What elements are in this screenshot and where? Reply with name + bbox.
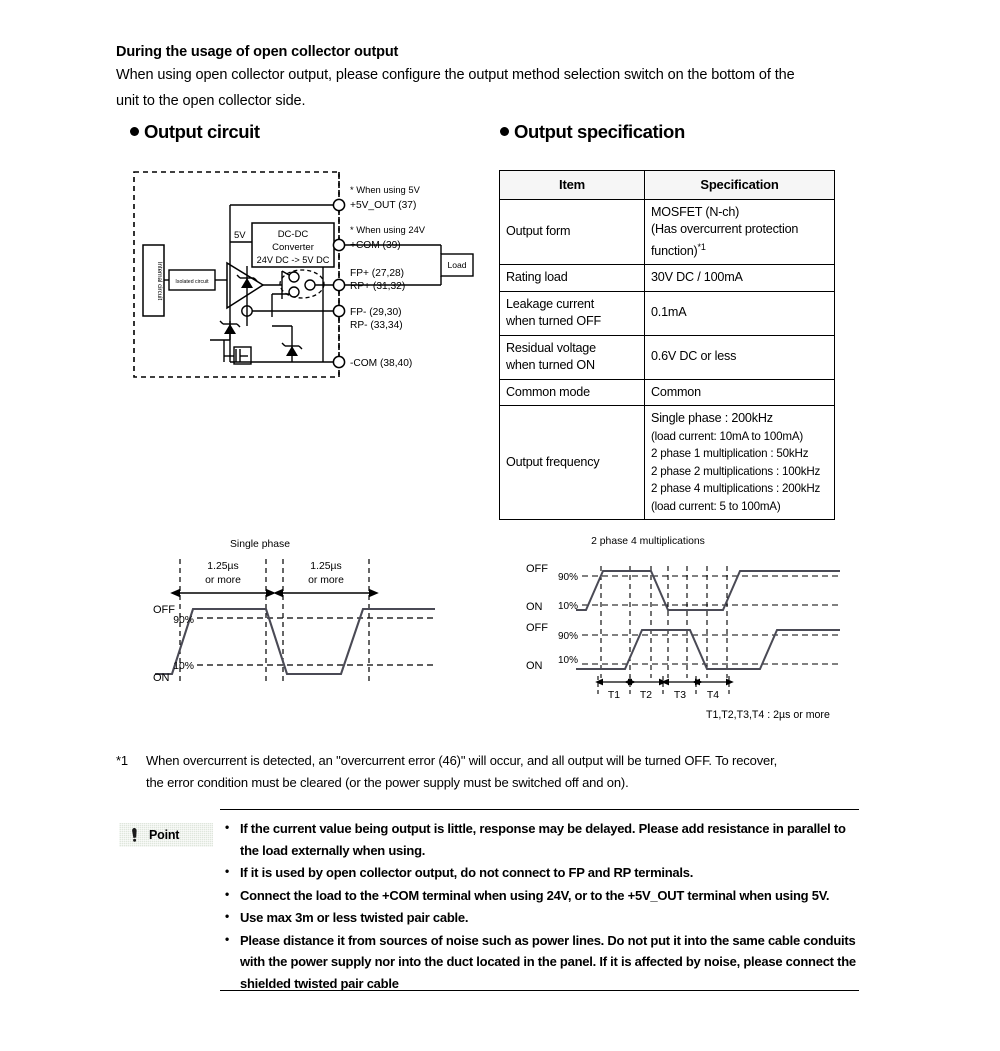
point-list xyxy=(223,818,859,995)
cell-item: Output form xyxy=(500,199,645,265)
table-row xyxy=(500,406,835,520)
internal-circuit-label: Internal circuit xyxy=(156,261,163,301)
waveform-trace xyxy=(155,609,435,674)
timing-label-2-line2: or more xyxy=(308,575,344,586)
converter-line-3: 24V DC -> 5V DC xyxy=(256,255,330,265)
label-10-percent-phase-a: 10% xyxy=(557,601,578,612)
terminal-label-fp-plus: FP+ (27,28) xyxy=(350,268,405,279)
bullet-icon xyxy=(500,127,509,136)
value-line: 2 phase 1 multiplication : 50kHz xyxy=(651,447,809,461)
terminal-note-5v: * When using 5V xyxy=(350,184,420,195)
label-off-phase-a: OFF xyxy=(526,563,548,575)
value-line: Single phase : 200kHz xyxy=(651,411,773,426)
footnote-body xyxy=(146,750,861,794)
divider-top xyxy=(220,809,859,810)
converter-line-1: DC-DC xyxy=(277,229,309,240)
point-item: • If the current value being output is little, response may be delayed. Please add resistance in parallel to the load externally when using. xyxy=(223,818,859,861)
waveform-title: 2 phase 4 multiplications xyxy=(591,536,705,547)
cell-item: Common mode xyxy=(500,379,645,406)
value-line: MOSFET (N-ch) xyxy=(651,204,740,219)
output-specification-table xyxy=(499,170,835,520)
terminal-label-5v-out: +5V_OUT (37) xyxy=(350,200,417,211)
cell-value: 30V DC / 100mA xyxy=(645,265,835,292)
level-lines-phase-a xyxy=(582,576,840,605)
rail-5v-label: 5V xyxy=(234,230,246,241)
table-row xyxy=(500,335,835,379)
point-item: • Connect the load to the +COM terminal when using 24V, or to the +5V_OUT terminal when using 5V. xyxy=(223,885,859,907)
footnote-mark: *1 xyxy=(116,753,128,768)
item-line: when turned OFF xyxy=(506,314,601,329)
isolated-circuit-label: Isolated circuit xyxy=(175,279,209,285)
table-row xyxy=(500,265,835,292)
terminal-note-24v: * When using 24V xyxy=(350,224,426,235)
timing-mark-t4: T4 xyxy=(706,690,720,701)
single-phase-waveform-diagram xyxy=(145,533,445,698)
value-text: function) xyxy=(651,243,698,258)
terminal-label-com-plus: +COM (39) xyxy=(350,240,401,251)
timing-mark-t1: T1 xyxy=(607,690,621,701)
timing-mark-t2: T2 xyxy=(639,690,653,701)
label-on: ON xyxy=(153,672,170,684)
divider-bottom xyxy=(220,990,859,991)
section-heading-output-circuit xyxy=(130,121,260,143)
footnote-ref: *1 xyxy=(697,241,706,252)
waveform-trace-phase-a xyxy=(576,571,840,610)
table-row xyxy=(500,199,835,265)
timing-label-2-line1: 1.25µs xyxy=(310,561,342,572)
two-phase-svg xyxy=(520,530,860,725)
converter-line-2: Converter xyxy=(272,242,314,253)
footnote-line-2: the error condition must be cleared (or the power supply must be switched off and on). xyxy=(146,775,629,790)
waveform-trace-phase-b xyxy=(576,630,840,669)
item-line: Residual voltage xyxy=(506,340,596,355)
label-10-percent-phase-b: 10% xyxy=(557,655,578,666)
page-title: During the usage of open collector output xyxy=(116,44,399,60)
single-phase-svg xyxy=(145,533,445,698)
label-on-phase-b: ON xyxy=(526,660,543,672)
timing-label-1-line2: or more xyxy=(205,575,241,586)
terminal-label-rp-minus: RP- (33,34) xyxy=(350,320,403,331)
value-line: 2 phase 2 multiplications : 100kHz xyxy=(651,464,821,478)
label-10-percent: 10% xyxy=(173,661,194,672)
value-line: (load current: 10mA to 100mA) xyxy=(651,429,804,443)
point-item: • If it is used by open collector output, do not connect to FP and RP terminals. xyxy=(223,862,859,884)
item-line: when turned ON xyxy=(506,358,595,373)
footnote-block xyxy=(116,750,861,794)
label-90-percent-phase-a: 90% xyxy=(557,572,578,583)
timing-label-1-line1: 1.25µs xyxy=(207,561,239,572)
intro-block xyxy=(116,42,856,114)
terminal-com-minus xyxy=(333,356,344,367)
terminal-fp-rp-plus xyxy=(333,279,344,290)
cell-value: 0.1mA xyxy=(645,291,835,335)
cell-value xyxy=(645,199,835,265)
label-90-percent: 90% xyxy=(173,615,194,626)
table-header-row xyxy=(500,171,835,200)
point-badge-label: Point xyxy=(149,828,180,842)
terminal-label-rp-plus: RP+ (31,32) xyxy=(350,281,406,292)
point-item: • Use max 3m or less twisted pair cable. xyxy=(223,907,859,929)
level-lines xyxy=(197,618,435,665)
table-row xyxy=(500,291,835,335)
cell-value xyxy=(645,406,835,520)
circuit-svg xyxy=(130,166,480,386)
label-on-phase-a: ON xyxy=(526,601,543,613)
value-line: (Has overcurrent protection xyxy=(651,222,799,236)
value-line: (load current: 5 to 100mA) xyxy=(651,499,781,513)
section-heading-label: Output specification xyxy=(514,121,685,142)
label-off: OFF xyxy=(153,604,175,616)
intro-line-1: When using open collector output, please configure the output method selection switch on the bottom of the xyxy=(116,67,795,83)
output-circuit-diagram xyxy=(130,166,480,386)
timing-mark-t3: T3 xyxy=(673,690,687,701)
terminal-label-com-minus: -COM (38,40) xyxy=(350,358,413,369)
cell-value: Common xyxy=(645,379,835,406)
cell-value: 0.6V DC or less xyxy=(645,335,835,379)
point-item: • Please distance it from sources of noise such as power lines. Do not put it into the same cable conduits with the power supply nor into the duct located in the panel. If it is affected by noise, please connect the shielded twisted pair cable xyxy=(223,930,859,995)
label-off-phase-b: OFF xyxy=(526,622,548,634)
value-line: 2 phase 4 multiplications : 200kHz xyxy=(651,482,821,496)
cell-item: Output frequency xyxy=(500,406,645,520)
level-lines-phase-b xyxy=(582,635,840,664)
item-line: Leakage current xyxy=(506,296,595,311)
terminal-5v-out xyxy=(333,199,344,210)
terminal-label-fp-minus: FP- (29,30) xyxy=(350,307,402,318)
timing-note: T1,T2,T3,T4 : 2µs or more xyxy=(706,709,830,721)
section-heading-label: Output circuit xyxy=(144,121,260,142)
section-heading-output-specification xyxy=(500,121,685,143)
cell-item xyxy=(500,335,645,379)
footnote-line-1: When overcurrent is detected, an "overcurrent error (46)" will occur, and all output will be turned OFF. To recover, xyxy=(146,753,778,768)
label-90-percent-phase-b: 90% xyxy=(557,631,578,642)
cell-item xyxy=(500,291,645,335)
two-phase-waveform-diagram xyxy=(520,530,860,725)
terminal-fp-rp-minus xyxy=(333,305,344,316)
value-line xyxy=(651,239,828,261)
cell-item: Rating load xyxy=(500,265,645,292)
bullet-icon xyxy=(130,127,139,136)
load-label: Load xyxy=(447,260,467,270)
intro-line-2: unit to the open collector side. xyxy=(116,93,306,109)
vertical-guides xyxy=(601,566,727,678)
waveform-title: Single phase xyxy=(229,539,291,550)
point-badge xyxy=(119,823,213,847)
column-header-item: Item xyxy=(500,171,645,200)
column-header-specification: Specification xyxy=(645,171,835,200)
terminal-com-plus xyxy=(333,239,344,250)
table-row xyxy=(500,379,835,406)
pen-icon xyxy=(131,827,143,843)
